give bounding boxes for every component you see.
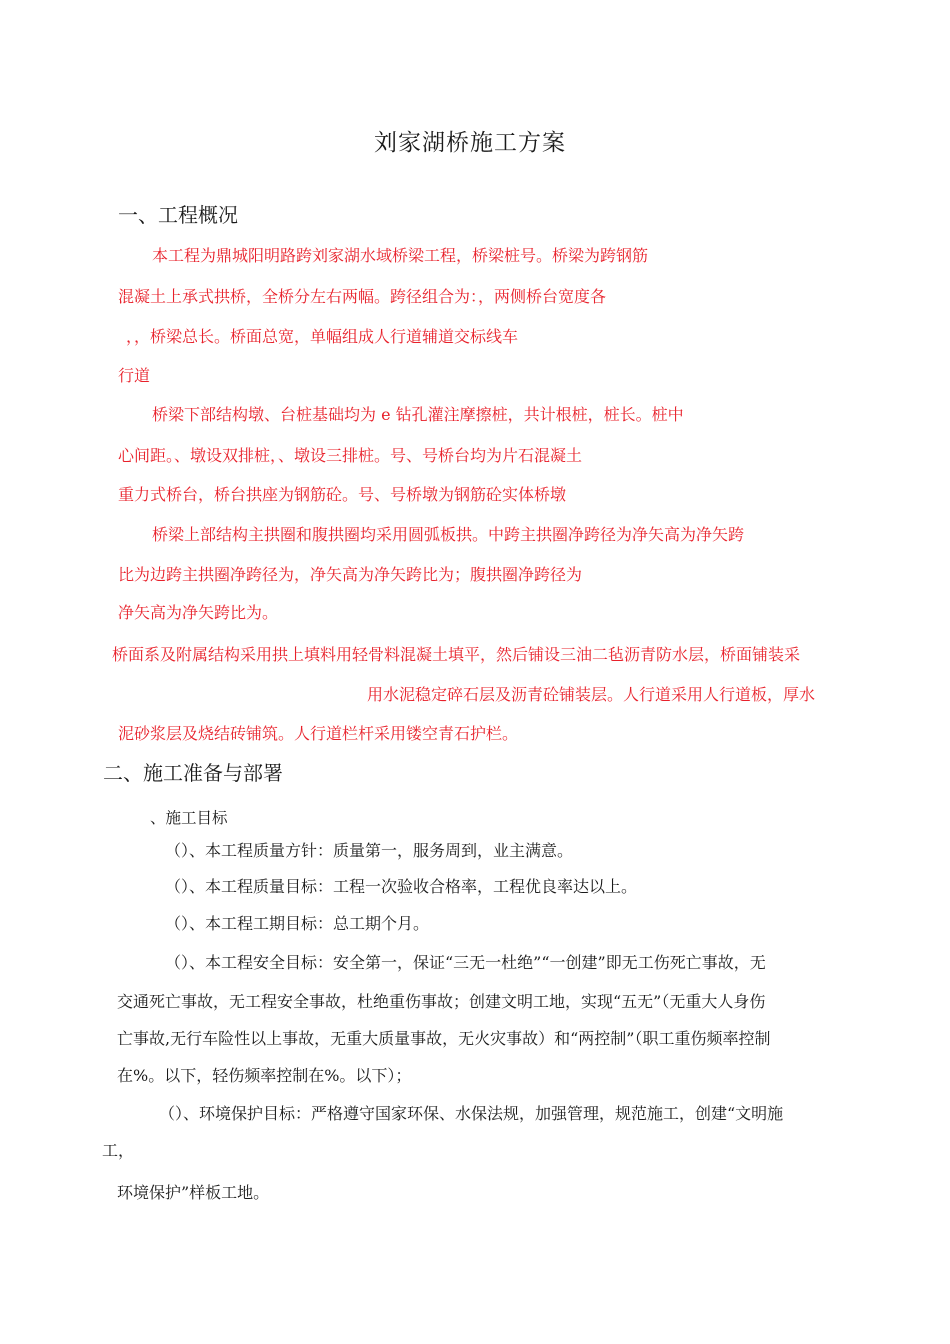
overview-paragraph-line: 桥梁上部结构主拱圈和腹拱圈均采用圆弧板拱。中跨主拱圈净跨径为净矢高为净矢跨: [152, 525, 745, 544]
overview-paragraph-line: 行道: [118, 366, 151, 385]
overview-paragraph-line: ，，桥梁总长。桥面总宽，单幅组成人行道辅道交标线车: [126, 327, 519, 346]
document-title: 刘家湖桥施工方案: [374, 130, 566, 156]
overview-paragraph-line: 混凝土上承式拱桥，全桥分左右两幅。跨径组合为：，两侧桥台宽度各: [118, 287, 607, 306]
overview-paragraph-line: 比为边跨主拱圈净跨径为，净矢高为净矢跨比为；腹拱圈净跨径为: [118, 565, 583, 584]
goals-item-line: 交通死亡事故，无工程安全事故，杜绝重伤事故；创建文明工地，实现“五无”（无重大人身伤: [117, 992, 766, 1011]
goals-item-line: （）、本工程质量方针：质量第一，服务周到，业主满意。: [165, 841, 574, 860]
overview-paragraph-line: 重力式桥台，桥台拱座为钢筋砼。号、号桥墩为钢筋砼实体桥墩: [118, 485, 567, 504]
overview-paragraph-line: 桥面系及附属结构采用拱上填料用轻骨料混凝土填平，然后铺设三油二毡沥青防水层，桥面铺装采: [112, 645, 801, 664]
subsection-heading-goals: 、施工目标: [150, 809, 228, 827]
goals-item-line: （）、本工程质量目标：工程一次验收合格率，工程优良率达以上。: [165, 877, 638, 896]
overview-paragraph-line: 泥砂浆层及烧结砖铺筑。人行道栏杆采用镂空青石护栏。: [118, 724, 519, 743]
goals-item-line: 在%。以下，轻伤频率控制在%。以下）；: [117, 1066, 412, 1085]
overview-paragraph-line: 用水泥稳定碎石层及沥青砼铺装层。人行道采用人行道板，厚水: [367, 685, 816, 704]
goals-item-line: （）、本工程安全目标：安全第一，保证“三无一杜绝”“一创建”即无工伤死亡事故，无: [165, 953, 766, 972]
overview-paragraph-line: 心间距。、墩设双排桩，、墩设三排桩。号、号桥台均为片石混凝土: [118, 446, 583, 465]
goals-item-line: （）、本工程工期目标：总工期个月。: [165, 914, 430, 933]
section-heading-preparation: 二、施工准备与部署: [103, 761, 283, 785]
overview-paragraph-line: 净矢高为净矢跨比为。: [118, 603, 279, 622]
section-heading-overview: 一、工程概况: [118, 203, 238, 227]
goals-item-line: 亡事故,无行车险性以上事故，无重大质量事故，无火灾事故）和“两控制”（职工重伤频率控制: [117, 1029, 771, 1048]
overview-paragraph-line: 桥梁下部结构墩、台桩基础均为 e 钻孔灌注摩擦桩，共计根桩，桩长。桩中: [152, 405, 684, 424]
goals-item-line: 环境保护”样板工地。: [117, 1183, 270, 1202]
goals-item-line: （）、环境保护目标：严格遵守国家环保、水保法规，加强管理，规范施工，创建“文明施: [159, 1104, 784, 1123]
goals-item-line: 工，: [102, 1141, 135, 1160]
overview-paragraph-line: 本工程为鼎城阳明路跨刘家湖水域桥梁工程，桥梁桩号。桥梁为跨钢筋: [152, 246, 649, 265]
